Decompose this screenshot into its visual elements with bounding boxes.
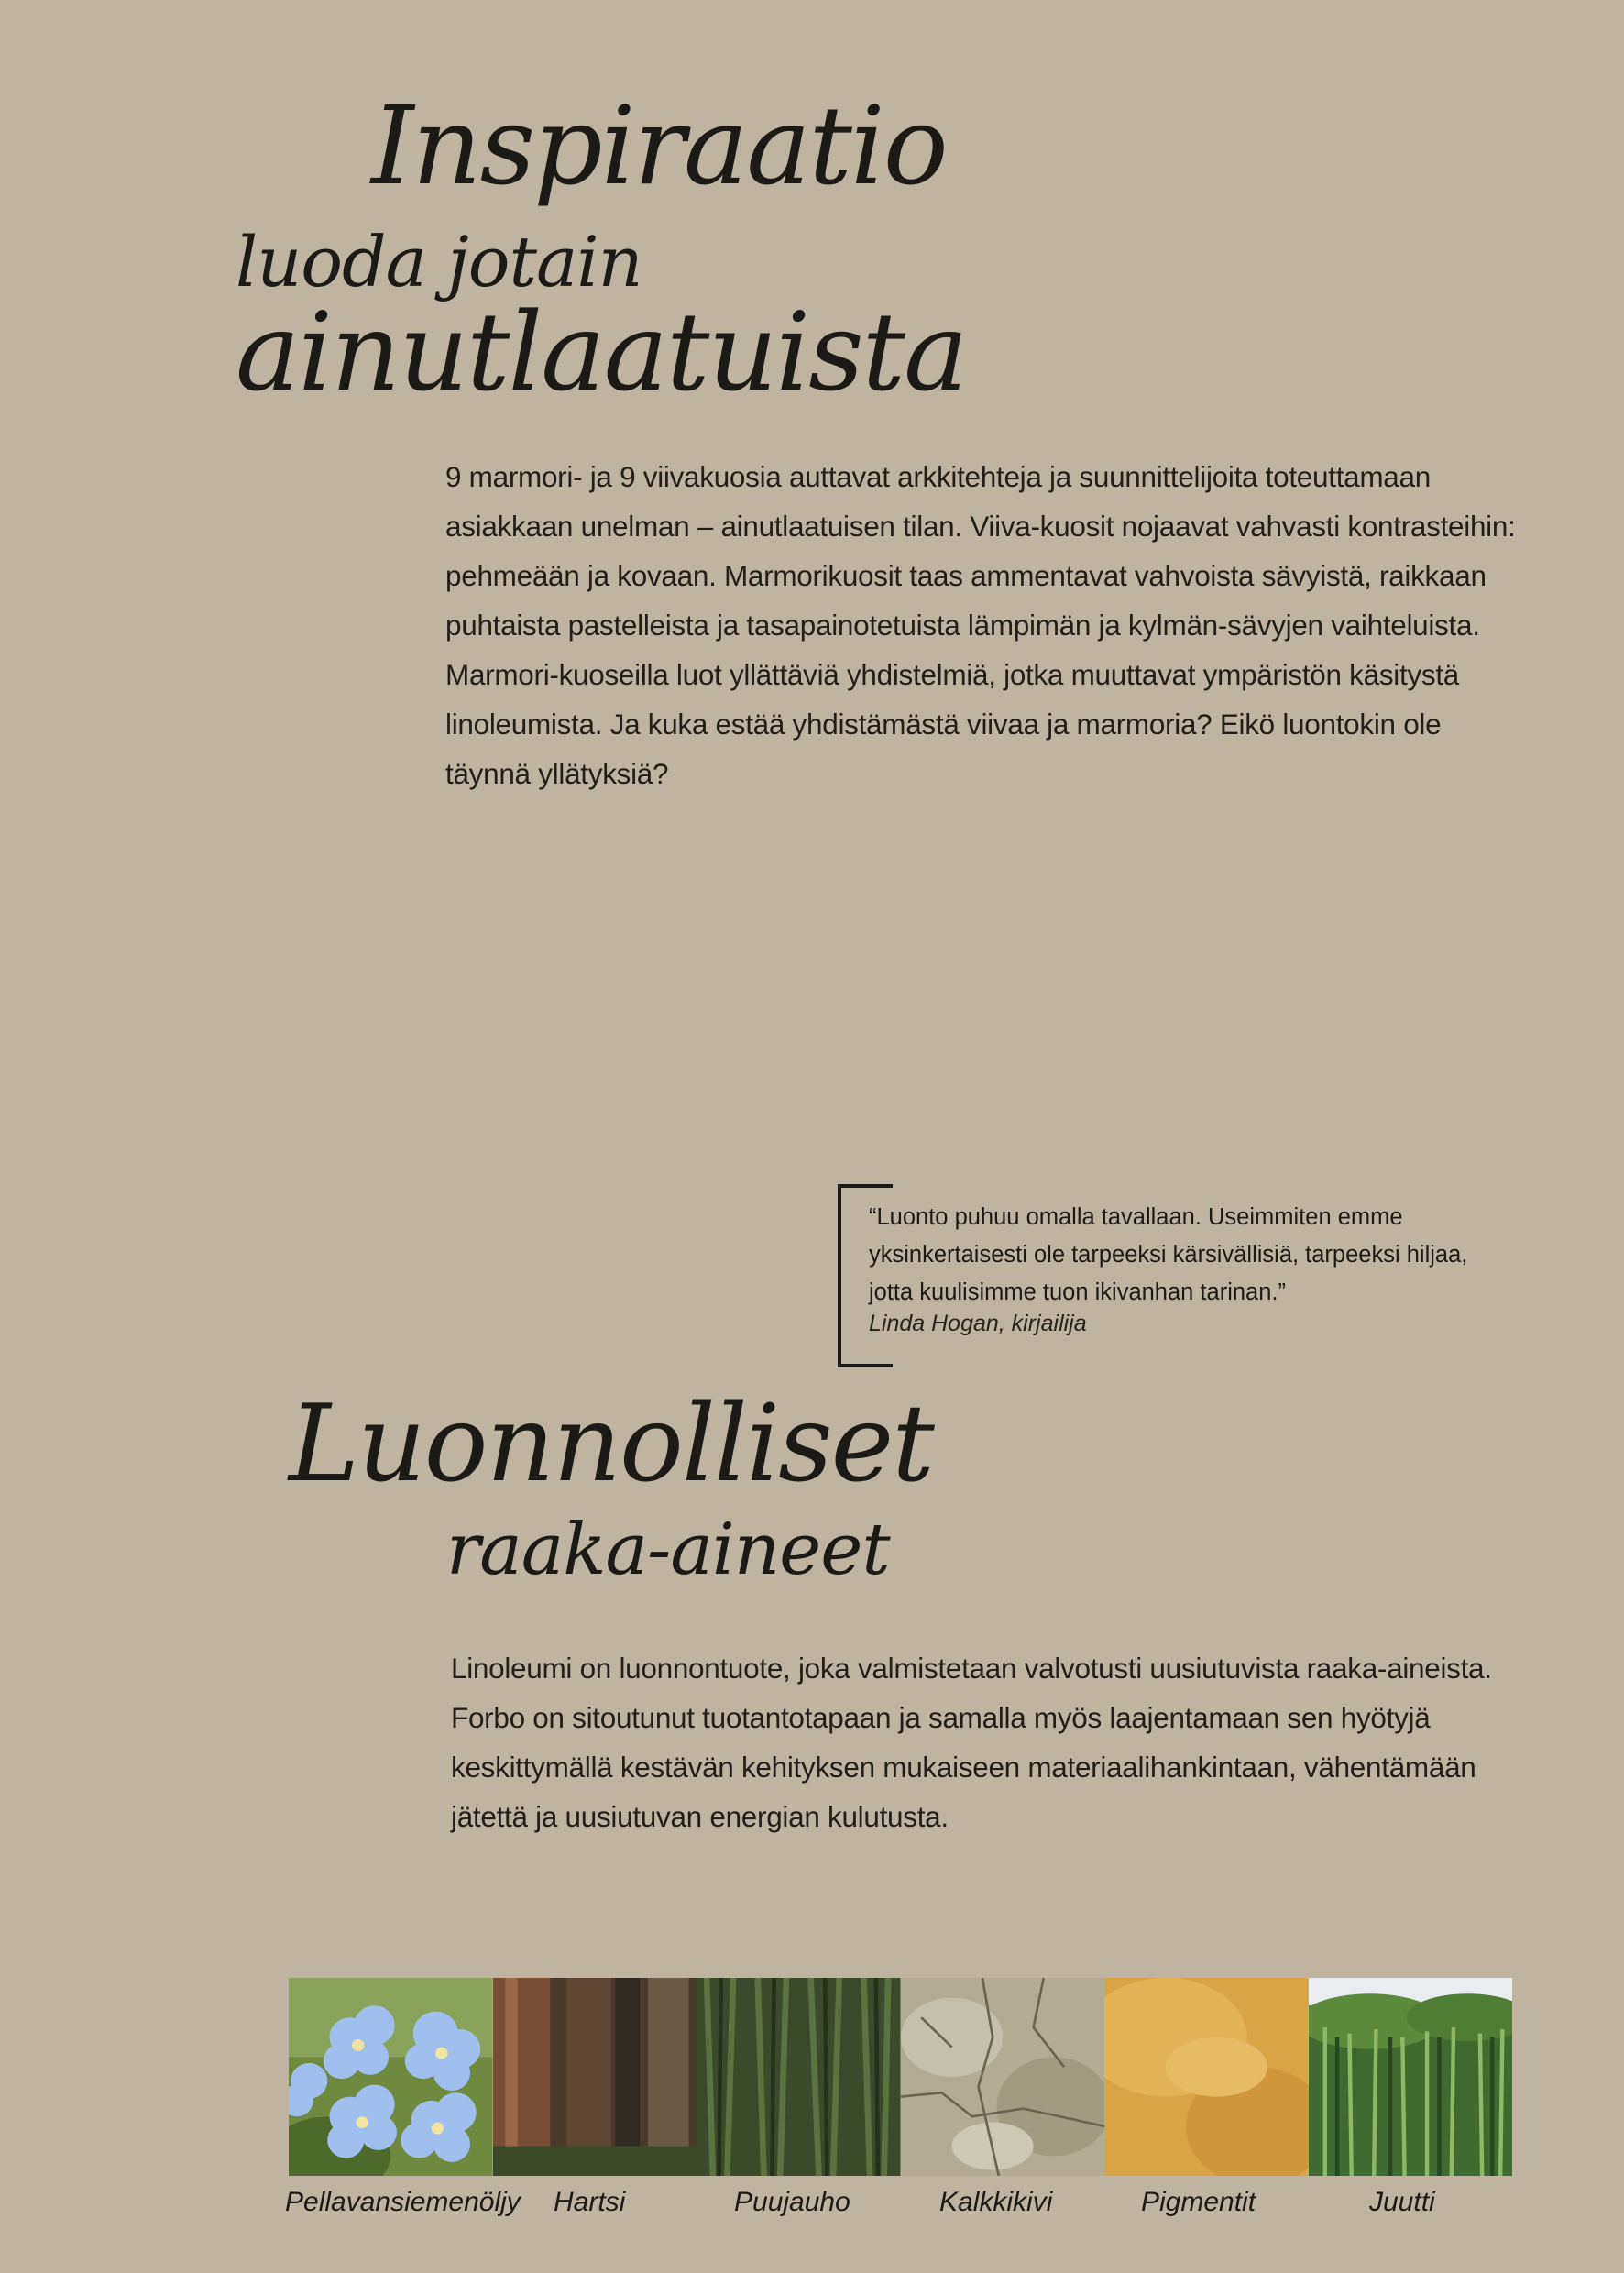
- caption-hartsi: Hartsi: [554, 2187, 626, 2217]
- section2-body: Linoleumi on luonnontuote, joka valmistetaan valvotusti uusiutuvista raaka-aineista. Forbo on sitoutunut tuotantotapaan ja samalla myös laajentamaan sen hyötyjä keskittymällä kestävän kehityksen mukaiseen materiaalihankintaan, vähentämään jätettä ja uusiutuvan energian kulutusta.: [451, 1652, 1492, 1833]
- jute-plants-photo: [1309, 1978, 1513, 2176]
- pigment-photo: [1104, 1978, 1309, 2176]
- section1-title-line3: ainutlaatuista: [236, 289, 967, 415]
- caption-kalkkikivi: Kalkkikivi: [939, 2187, 1053, 2217]
- quote-author: Linda Hogan, kirjailija: [869, 1311, 1087, 1336]
- section1-title-line2: luoda jotain: [236, 221, 642, 302]
- materials-photo-strip: [289, 1978, 1512, 2176]
- section2-title-line1: Luonnolliset: [289, 1382, 933, 1506]
- pine-trunk-photo: [493, 1978, 697, 2176]
- limestone-photo: [901, 1978, 1105, 2176]
- flax-flower-photo: [289, 1978, 493, 2176]
- pull-quote: [838, 1184, 1501, 1367]
- caption-juutti: Juutti: [1369, 2187, 1435, 2217]
- caption-pigmentit: Pigmentit: [1141, 2187, 1256, 2217]
- section1-body: 9 marmori- ja 9 viivakuosia auttavat arkkitehteja ja suunnittelijoita toteuttamaan asiakkaan unelman – ainutlaatuisen tilan. Viiva-kuosit nojaavat vahvasti kontrasteihin: pehmeään ja kovaan. Marmorikuosit taas ammentavat vahvoista sävyistä, raikkaan puhtaista pastelleista ja tasapainotetuista lämpimän ja kylmän-sävyjen vaihteluista. Marmori-kuoseilla luot yllättäviä yhdistelmiä, jotka muuttavat ympäristön käsitystä linoleumista. Ja kuka estää yhdistämästä viivaa ja marmoria? Eikö luontokin ole täynnä yllätyksiä?: [445, 460, 1516, 790]
- section2-title-line2: raaka-aineet: [446, 1509, 890, 1591]
- section1-title-line1: Inspiraatio: [371, 82, 947, 209]
- quote-text: “Luonto puhuu omalla tavallaan. Useimmiten emme yksinkertaisesti ole tarpeeksi kärsivällisiä, tarpeeksi hiljaa, jotta kuulisimme tuon ikivanhan tarinan.”: [869, 1204, 1468, 1305]
- wood-flour-photo: [697, 1978, 901, 2176]
- caption-pellavansiemenoljy: Pellavansiemenöljy: [285, 2187, 521, 2217]
- caption-puujauho: Puujauho: [734, 2187, 850, 2217]
